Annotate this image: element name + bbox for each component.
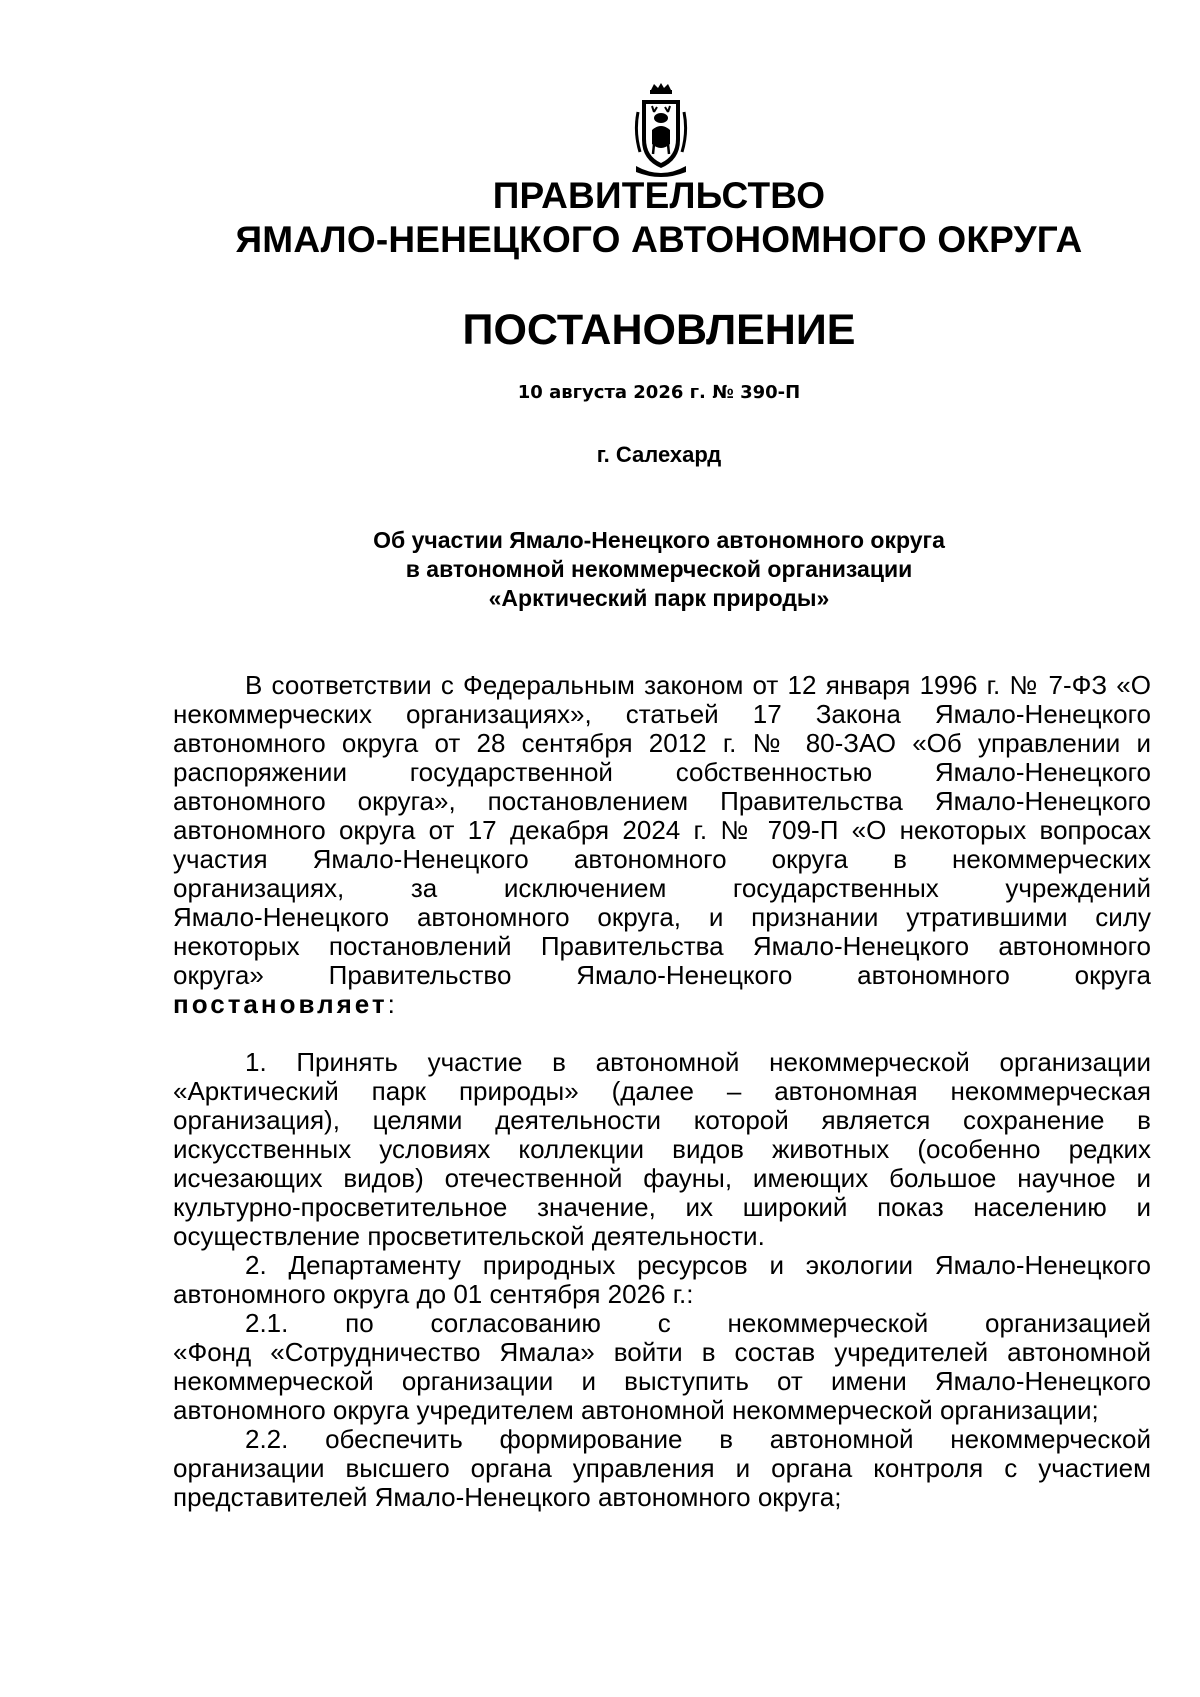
paragraph-line: Ямало-Ненецкого автономного округа, и признании утратившими силу [173, 902, 1151, 932]
resolves-colon: : [387, 989, 395, 1019]
resolves-line [173, 990, 1151, 1019]
coat-of-arms-emblem [632, 82, 690, 182]
paragraph-line: представителей Ямало-Ненецкого автономного округа; [173, 1482, 842, 1512]
paragraph-line: автономного округа от 17 декабря 2024 г. № 709-П «О некоторых вопросах [173, 815, 1151, 845]
paragraph-line: «Фонд «Сотрудничество Ямала» войти в состав учредителей автономной [173, 1337, 1151, 1367]
paragraph-line: организации высшего органа управления и органа контроля с участием [173, 1453, 1151, 1483]
item-2-2-paragraph [173, 1425, 1151, 1512]
paragraph-line: некоторых постановлений Правительства Ямало-Ненецкого автономного [173, 931, 1151, 961]
document-body [173, 671, 1151, 1512]
document-city: г. Салехард [596, 442, 722, 467]
paragraph-line: округа» Правительство Ямало-Ненецкого автономного округа [173, 960, 1151, 990]
paragraph-line: осуществление просветительской деятельности. [173, 1221, 765, 1251]
paragraph-line: автономного округа до 01 сентября 2026 г.: [173, 1279, 694, 1309]
paragraph-line: исчезающих видов) отечественной фауны, имеющих большое научное и [173, 1163, 1151, 1193]
item-2-paragraph [173, 1251, 1151, 1309]
paragraph-line: 1. Принять участие в автономной некоммерческой организации [245, 1047, 1151, 1077]
paragraph-line: организация), целями деятельности которой является сохранение в [173, 1105, 1151, 1135]
paragraph-line: участия Ямало-Ненецкого автономного округа в некоммерческих [173, 844, 1151, 874]
org-title-line2: ЯМАЛО-НЕНЕЦКОГО АВТОНОМНОГО ОКРУГА [235, 219, 1083, 260]
paragraph-line: автономного округа», постановлением Правительства Ямало-Ненецкого [173, 786, 1151, 816]
paragraph-line: организациях, за исключением государственных учреждений [173, 873, 1151, 903]
paragraph-line: автономного округа от 28 сентября 2012 г. № 80-ЗАО «Об управлении и [173, 728, 1151, 758]
subject-line: «Арктический парк природы» [488, 585, 830, 611]
resolves-word: постановляет [173, 989, 388, 1019]
subject-line: в автономной некоммерческой организации [405, 556, 913, 582]
paragraph-line: «Арктический парк природы» (далее – автономная некоммерческая [173, 1076, 1151, 1106]
document-date-number: 10 августа 2026 г. № 390-П [517, 382, 801, 403]
paragraph-line: искусственных условиях коллекции видов животных (особенно редких [173, 1134, 1151, 1164]
preamble-paragraph [173, 671, 1151, 1019]
paragraph-line: 2. Департаменту природных ресурсов и экологии Ямало-Ненецкого [245, 1250, 1151, 1280]
item-2-1-paragraph [173, 1309, 1151, 1425]
document-subject [0, 526, 1200, 613]
paragraph-line: автономного округа учредителем автономной некоммерческой организации; [173, 1395, 1099, 1425]
document-type-heading: ПОСТАНОВЛЕНИЕ [462, 306, 856, 354]
org-title-line1: ПРАВИТЕЛЬСТВО [492, 175, 826, 216]
paragraph-line: 2.2. обеспечить формирование в автономной некоммерческой [245, 1424, 1151, 1454]
paragraph-gap [173, 1019, 1151, 1048]
paragraph-line: В соответствии с Федеральным законом от 12 января 1996 г. № 7-ФЗ «О [245, 670, 1151, 700]
paragraph-line: распоряжении государственной собственностью Ямало-Ненецкого [173, 757, 1151, 787]
subject-line: Об участии Ямало-Ненецкого автономного округа [373, 527, 945, 553]
paragraph-line: культурно-просветительное значение, их широкий показ населению и [173, 1192, 1151, 1222]
paragraph-line: некоммерческих организациях», статьей 17 Закона Ямало-Ненецкого [173, 699, 1151, 729]
paragraph-line: 2.1. по согласованию с некоммерческой организацией [245, 1308, 1151, 1338]
item-1-paragraph [173, 1048, 1151, 1251]
paragraph-line: некоммерческой организации и выступить от имени Ямало-Ненецкого [173, 1366, 1151, 1396]
